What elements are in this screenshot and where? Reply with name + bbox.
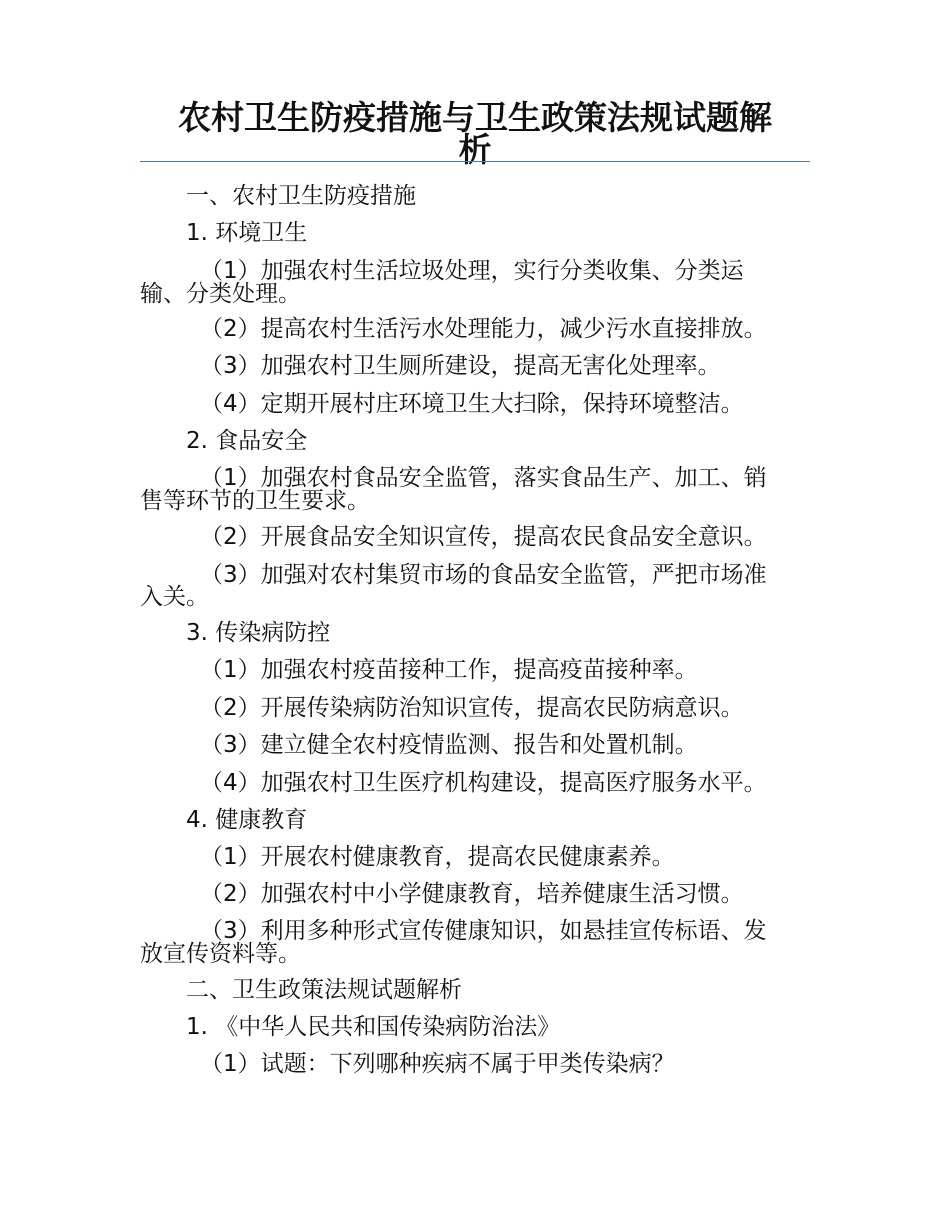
- list-item-continuation: 输、分类处理。: [140, 281, 301, 307]
- section-heading: 二、卫生政策法规试题解析: [186, 977, 462, 1003]
- subsection-heading: 3. 传染病防控: [186, 620, 331, 646]
- list-item: （1）试题：下列哪种疾病不属于甲类传染病？: [200, 1051, 675, 1077]
- list-item: （2）提高农村生活污水处理能力，减少污水直接排放。: [200, 316, 767, 342]
- subsection-heading: 1. 《中华人民共和国传染病防治法》: [186, 1014, 561, 1040]
- subsection-heading: 1. 环境卫生: [186, 220, 308, 246]
- list-item-continuation: 放宣传资料等。: [140, 941, 301, 967]
- title-underline: [140, 161, 810, 162]
- list-item: （1）加强农村疫苗接种工作，提高疫苗接种率。: [200, 657, 698, 683]
- list-item: （2）加强农村中小学健康教育，培养健康生活习惯。: [200, 881, 744, 907]
- list-item: （2）开展传染病防治知识宣传，提高农民防病意识。: [200, 695, 744, 721]
- list-item: （3）建立健全农村疫情监测、报告和处置机制。: [200, 732, 698, 758]
- list-item: （3）利用多种形式宣传健康知识，如悬挂宣传标语、发: [200, 918, 767, 944]
- list-item: （4）加强农村卫生医疗机构建设，提高医疗服务水平。: [200, 770, 767, 796]
- list-item: （3）加强对农村集贸市场的食品安全监管，严把市场准: [200, 562, 767, 588]
- document-title: 农村卫生防疫措施与卫生政策法规试题解: [178, 98, 772, 137]
- list-item: （1）开展农村健康教育，提高农民健康素养。: [200, 844, 675, 870]
- list-item: （2）开展食品安全知识宣传，提高农民食品安全意识。: [200, 524, 767, 550]
- list-item: （1）加强农村生活垃圾处理，实行分类收集、分类运: [200, 258, 744, 284]
- list-item-continuation: 入关。: [140, 584, 209, 610]
- list-item-continuation: 售等环节的卫生要求。: [140, 488, 370, 514]
- section-heading: 一、农村卫生防疫措施: [186, 183, 416, 209]
- document-title-wrap: 析: [458, 130, 492, 169]
- list-item: （3）加强农村卫生厕所建设，提高无害化处理率。: [200, 353, 721, 379]
- list-item: （4）定期开展村庄环境卫生大扫除，保持环境整洁。: [200, 391, 744, 417]
- subsection-heading: 2. 食品安全: [186, 428, 308, 454]
- list-item: （1）加强农村食品安全监管，落实食品生产、加工、销: [200, 465, 767, 491]
- subsection-heading: 4. 健康教育: [186, 807, 308, 833]
